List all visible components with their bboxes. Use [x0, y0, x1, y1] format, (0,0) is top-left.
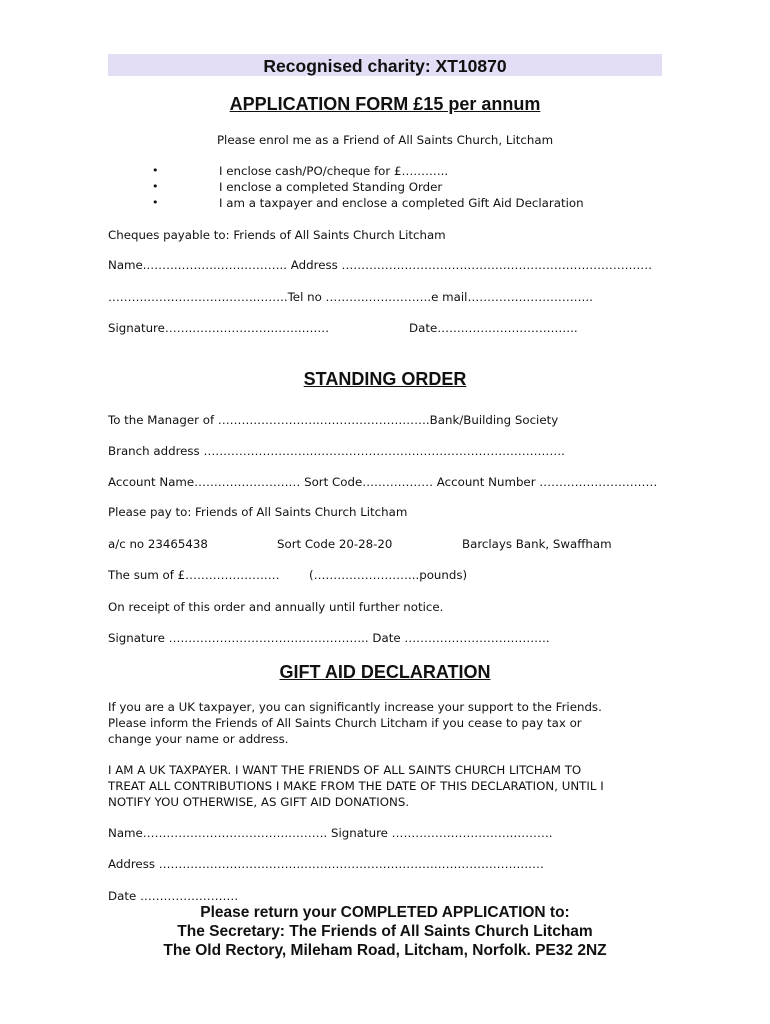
option-cash-cheque: I enclose cash/PO/cheque for £………...: [219, 164, 449, 178]
pounds-words-field[interactable]: (……………………...pounds): [309, 568, 468, 582]
option-gift-aid: I am a taxpayer and enclose a completed Gift Aid Declaration: [219, 196, 584, 210]
option-standing-order: I enclose a completed Standing Order: [219, 180, 443, 194]
secretary-line: The Secretary: The Friends of All Saints Church Litcham: [177, 923, 593, 940]
return-address: The Old Rectory, Mileham Road, Litcham, Norfolk. PE32 2NZ: [163, 942, 607, 959]
account-number: a/c no 23465438: [108, 537, 208, 551]
gift-aid-paragraph-line: If you are a UK taxpayer, you can significantly increase your support to the Friends.: [108, 700, 602, 714]
signature-field[interactable]: Signature…….…….…….…….…….…….: [108, 321, 329, 335]
declaration-line: TREAT ALL CONTRIBUTIONS I MAKE FROM THE DATE OF THIS DECLARATION, UNTIL I: [108, 779, 604, 793]
bullet-marker: •: [152, 164, 159, 177]
pay-to: Please pay to: Friends of All Saints Church Litcham: [108, 505, 408, 519]
bank-name: Barclays Bank, Swaffham: [462, 537, 612, 551]
gift-aid-paragraph-line: Please inform the Friends of All Saints Church Litcham if you cease to pay tax or: [108, 716, 582, 730]
tel-email-field[interactable]: ……….…….…….…….…….……..Tel no ……….…….……….e mail…………………………..: [108, 290, 593, 304]
return-instructions: Please return your COMPLETED APPLICATION to:: [200, 904, 570, 921]
gift-aid-name-signature-field[interactable]: Name……………………………….………. Signature ………………………….……….: [108, 826, 553, 840]
declaration-line: I AM A UK TAXPAYER. I WANT THE FRIENDS OF ALL SAINTS CHURCH LITCHAM TO: [108, 763, 582, 777]
receipt-note: On receipt of this order and annually until further notice.: [108, 600, 444, 614]
date-field[interactable]: Date…….…….…….…….……..: [409, 321, 578, 335]
bullet-marker: •: [152, 196, 159, 209]
bank-manager-field[interactable]: To the Manager of ……………………..……………………….Bank/Building Society: [108, 413, 559, 427]
gift-aid-address-field[interactable]: Address ……………………………….…………………………………………………….: [108, 857, 544, 871]
standing-order-signature-field[interactable]: Signature ….……………………………………….. Date ……………………………….: [108, 631, 550, 645]
account-details-field[interactable]: Account Name……………………… Sort Code……………… Account Number …………………………: [108, 475, 658, 489]
gift-aid-date-field[interactable]: Date …………………….: [108, 889, 239, 903]
declaration-line: NOTIFY YOU OTHERWISE, AS GIFT AID DONATIONS.: [108, 795, 410, 809]
name-address-field[interactable]: Name..…….……….…….……….. Address …………………………………………………………………….: [108, 258, 652, 272]
enrol-intro: Please enrol me as a Friend of All Saints Church, Litcham: [216, 133, 554, 147]
charity-banner: Recognised charity: XT10870: [108, 54, 662, 76]
form-title: APPLICATION FORM £15 per annum: [229, 94, 541, 114]
gift-aid-paragraph-line: change your name or address.: [108, 732, 289, 746]
cheques-payable: Cheques payable to: Friends of All Saints Church Litcham: [108, 228, 446, 242]
bullet-marker: •: [152, 180, 159, 193]
sum-field[interactable]: The sum of £……………………: [108, 568, 280, 582]
sort-code: Sort Code 20-28-20: [277, 537, 393, 551]
branch-address-field[interactable]: Branch address ……………………….……………………………………………………….: [108, 444, 565, 458]
standing-order-title: STANDING ORDER: [303, 369, 467, 389]
gift-aid-title: GIFT AID DECLARATION: [279, 662, 491, 682]
